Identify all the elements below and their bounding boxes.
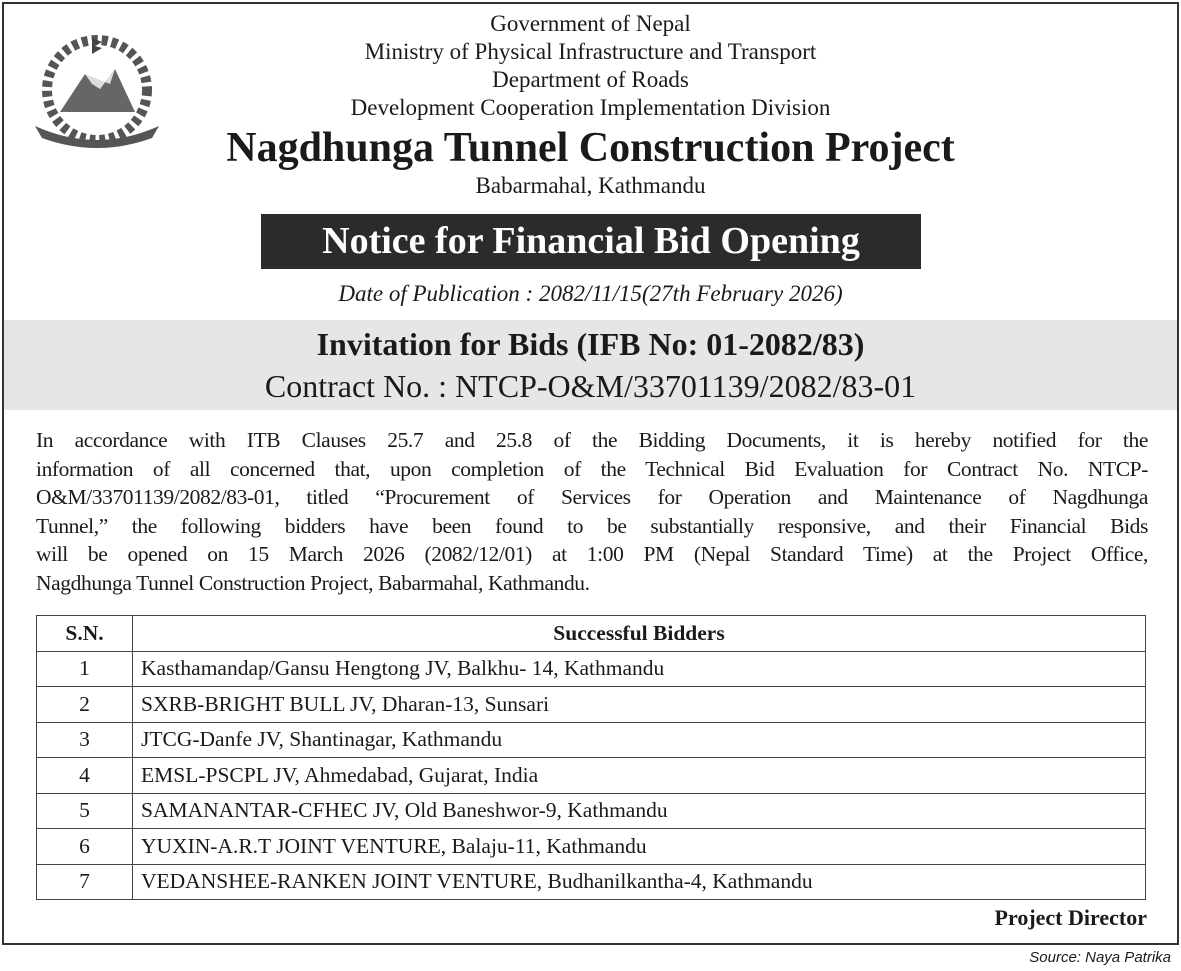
table-row bbox=[37, 829, 1146, 865]
source-credit: Source: Naya Patrika bbox=[1029, 949, 1171, 966]
row-sn: 4 bbox=[37, 758, 133, 794]
table-row bbox=[37, 722, 1146, 758]
bidders-table bbox=[36, 615, 1146, 900]
row-bidder: VEDANSHEE-RANKEN JOINT VENTURE, Budhanilkantha-4, Kathmandu bbox=[133, 864, 1146, 900]
table-row bbox=[37, 758, 1146, 794]
body-line: Nagdhunga Tunnel Construction Project, Babarmahal, Kathmandu. bbox=[36, 570, 590, 595]
row-bidder: SXRB-BRIGHT BULL JV, Dharan-13, Sunsari bbox=[133, 687, 1146, 723]
row-bidder: JTCG-Danfe JV, Shantinagar, Kathmandu bbox=[133, 722, 1146, 758]
row-sn: 3 bbox=[37, 722, 133, 758]
project-title: Nagdhunga Tunnel Construction Project bbox=[226, 125, 955, 171]
table-row bbox=[37, 793, 1146, 829]
signatory: Project Director bbox=[994, 905, 1147, 930]
body-line: information of all concerned that, upon completion of the Technical Bid Evaluation for Contract No. NTCP- bbox=[36, 456, 1148, 481]
publication-date: Date of Publication : 2082/11/15(27th February 2026) bbox=[338, 281, 843, 306]
ifb-number: Invitation for Bids (IFB No: 01-2082/83) bbox=[316, 326, 865, 362]
contract-number: Contract No. : NTCP-O&M/33701139/2082/83-01 bbox=[264, 368, 917, 404]
header-sn: S.N. bbox=[37, 616, 133, 652]
table-row bbox=[37, 651, 1146, 687]
notice-title: Notice for Financial Bid Opening bbox=[261, 214, 921, 269]
body-line: Tunnel,” the following bidders have been found to be substantially responsive, and their Financial Bids bbox=[36, 513, 1148, 538]
table-header-row bbox=[37, 616, 1146, 652]
body-line: O&M/33701139/2082/83-01, titled “Procurement of Services for Operation and Maintenance of Nagdhunga bbox=[36, 485, 1148, 510]
body-line: will be opened on 15 March 2026 (2082/12/01) at 1:00 PM (Nepal Standard Time) at the Project Office, bbox=[36, 542, 1148, 567]
row-sn: 5 bbox=[37, 793, 133, 829]
row-bidder: Kasthamandap/Gansu Hengtong JV, Balkhu- 14, Kathmandu bbox=[133, 651, 1146, 687]
header-government: Government of Nepal bbox=[490, 11, 691, 36]
row-sn: 6 bbox=[37, 829, 133, 865]
row-sn: 2 bbox=[37, 687, 133, 723]
row-bidder: SAMANANTAR-CFHEC JV, Old Baneshwor-9, Kathmandu bbox=[133, 793, 1146, 829]
row-bidder: YUXIN-A.R.T JOINT VENTURE, Balaju-11, Kathmandu bbox=[133, 829, 1146, 865]
row-bidder: EMSL-PSCPL JV, Ahmedabad, Gujarat, India bbox=[133, 758, 1146, 794]
header-department: Department of Roads bbox=[492, 67, 689, 92]
header-ministry: Ministry of Physical Infrastructure and Transport bbox=[364, 39, 817, 64]
table-row bbox=[37, 687, 1146, 723]
body-line: In accordance with ITB Clauses 25.7 and 25.8 of the Bidding Documents, it is hereby notified for the bbox=[36, 428, 1148, 452]
header-division: Development Cooperation Implementation Division bbox=[350, 95, 831, 120]
header-bidders: Successful Bidders bbox=[133, 616, 1146, 652]
table-row bbox=[37, 864, 1146, 900]
notice-body bbox=[36, 426, 1148, 598]
project-location: Babarmahal, Kathmandu bbox=[475, 173, 706, 198]
row-sn: 1 bbox=[37, 651, 133, 687]
row-sn: 7 bbox=[37, 864, 133, 900]
